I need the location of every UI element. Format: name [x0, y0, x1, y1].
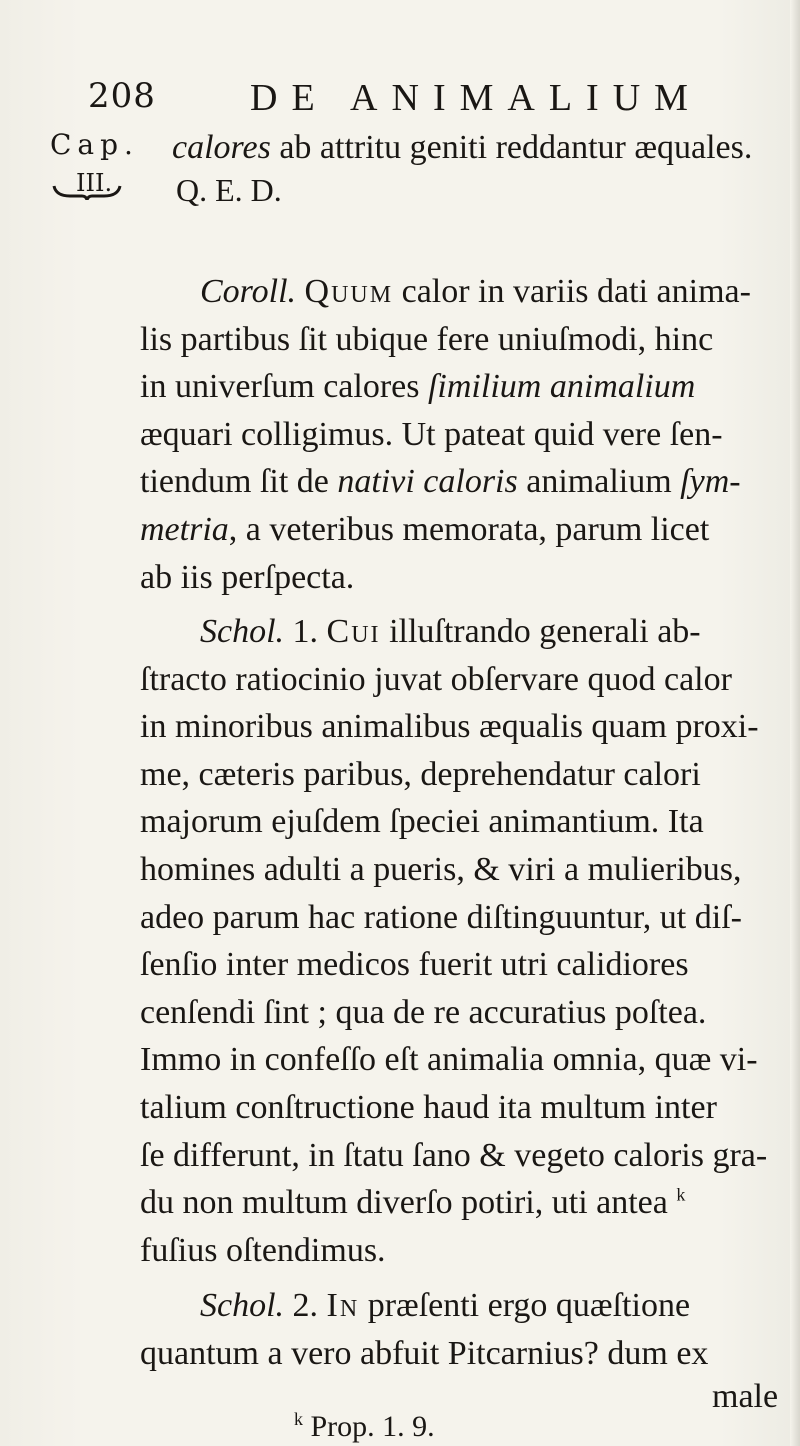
italic-phrase: ſym-	[680, 463, 741, 501]
text-line: homines adulti a pueris, & viri a mulieribus,	[140, 850, 742, 888]
page-header	[88, 76, 708, 126]
lead-word: In	[326, 1287, 360, 1324]
page-number: 208	[88, 76, 156, 116]
chapter-number: III.	[76, 169, 113, 197]
text-line: fuſius oſtendimus.	[140, 1231, 386, 1269]
text-line	[140, 1179, 790, 1227]
line-text: illuſtrando generali ab-	[380, 613, 701, 650]
line-text: , a veteribus memorata, parum licet	[228, 510, 710, 548]
scholium-label: Schol.	[200, 613, 285, 650]
opening-italic: calores	[172, 129, 271, 166]
brace-ornament	[52, 184, 122, 200]
scholium-number: 1.	[292, 613, 319, 650]
line-text: præſenti ergo quæſtione	[359, 1287, 691, 1324]
text-line: ab iis perſpecta.	[140, 558, 355, 596]
line-text: du non multum diverſo potiri, uti antea	[140, 1184, 677, 1222]
opening-line	[172, 126, 792, 170]
text-line	[140, 363, 790, 411]
text-line: ſtracto ratiocinio juvat obſervare quod calor	[140, 660, 732, 698]
text-line	[140, 458, 790, 506]
italic-phrase: nativi caloris	[337, 463, 518, 501]
text-line: me, cæteris paribus, deprehendatur calori	[140, 755, 701, 793]
page-edge	[790, 0, 800, 1446]
text-line: Immo in confeſſo eſt animalia omnia, quæ vi-	[140, 1041, 758, 1079]
qed: Q. E. D.	[176, 172, 282, 208]
scholium-1-block	[140, 608, 790, 1274]
corollarium-block	[140, 268, 790, 601]
text-line: quantum a vero abfuit Pitcarnius? dum ex	[140, 1334, 709, 1372]
text-line	[140, 506, 790, 554]
scholium-number: 2.	[292, 1287, 319, 1324]
text-line: ſe differunt, in ſtatu ſano & vegeto caloris gra-	[140, 1136, 768, 1174]
footnote-text: Prop. 1. 9.	[303, 1410, 435, 1443]
running-head: DE ANIMALIUM	[250, 77, 702, 119]
footnote-ref: k	[676, 1184, 686, 1205]
text-line: adeo parum hac ratione diſtinguuntur, ut diſ-	[140, 898, 742, 936]
text-line	[140, 268, 790, 316]
footnote	[294, 1410, 435, 1444]
corollarium-label: Coroll.	[200, 273, 297, 310]
line-text: tiendum ſit de	[140, 463, 338, 501]
italic-phrase: ſimilium animalium	[427, 368, 696, 406]
text-line: æquari colligimus. Ut pateat quid vere ſen-	[140, 415, 723, 453]
opening-rest: ab attritu geniti reddantur æquales.	[270, 129, 753, 166]
scholium-2-block	[140, 1282, 790, 1377]
text-line: ſenſio inter medicos fuerit utri calidiores	[140, 946, 689, 984]
lead-word: Cui	[326, 613, 381, 650]
chapter-cap: Cap.	[50, 128, 139, 161]
text-line: cenſendi ſint ; qua de re accuratius poſtea.	[140, 993, 707, 1031]
text-line	[140, 608, 790, 656]
catchword: male	[712, 1378, 779, 1415]
scholium-label: Schol.	[200, 1287, 285, 1324]
text-line: majorum ejuſdem ſpeciei animantium. Ita	[140, 803, 704, 841]
line-text: in univerſum calores	[140, 368, 428, 406]
lead-word: Quum	[304, 273, 394, 310]
line-text: calor in variis dati anima-	[393, 273, 751, 310]
footnote-mark: k	[294, 1409, 303, 1429]
text-line	[140, 1282, 790, 1330]
text-line: in minoribus animalibus æqualis quam proxi-	[140, 708, 759, 746]
text-line: lis partibus ſit ubique fere uniuſmodi, hinc	[140, 320, 714, 358]
text-line: talium conſtructione haud ita multum inter	[140, 1088, 717, 1126]
italic-phrase: metria	[140, 510, 229, 548]
line-text: animalium	[517, 463, 681, 501]
